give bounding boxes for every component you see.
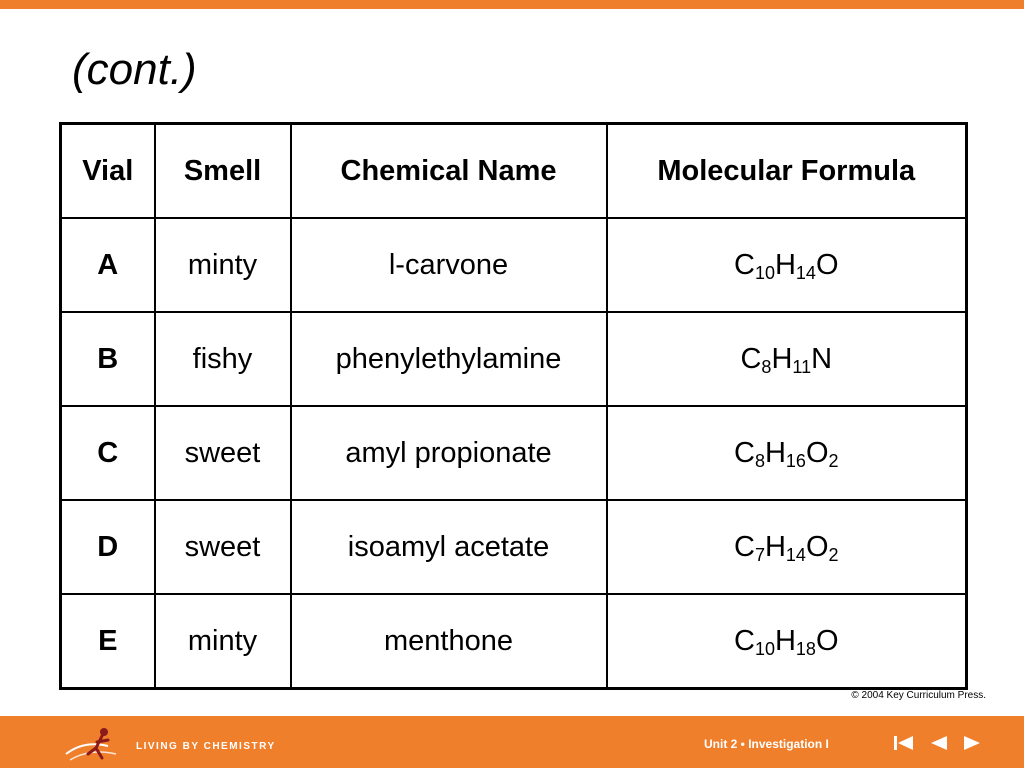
formula-cell: $C_{10}H_{18}O$ — [607, 594, 967, 689]
chemical-name-cell: l-carvone — [291, 218, 607, 312]
vial-cell: E — [61, 594, 155, 689]
smell-cell: sweet — [155, 500, 291, 594]
formula-subscript: 11 — [792, 356, 812, 377]
formula-subscript: 16 — [785, 450, 806, 471]
formula-cell: $C_8H_{11}N$ — [607, 312, 967, 406]
smell-cell: sweet — [155, 406, 291, 500]
vial-cell: A — [61, 218, 155, 312]
formula-subscript: 8 — [754, 450, 765, 471]
formula-subscript: 10 — [754, 262, 775, 283]
smell-cell: fishy — [155, 312, 291, 406]
smell-cell: minty — [155, 594, 291, 689]
chemical-name-cell: amyl propionate — [291, 406, 607, 500]
previous-slide-button[interactable] — [928, 735, 950, 751]
formula-subscript: 10 — [754, 638, 775, 659]
living-by-chemistry-logo-icon — [64, 724, 124, 764]
header-vial: Vial — [61, 124, 155, 219]
formula-subscript: 14 — [785, 544, 806, 565]
formula-subscript: 7 — [754, 544, 765, 565]
top-accent-bar — [0, 0, 1024, 9]
header-molecular-formula: Molecular Formula — [607, 124, 967, 219]
table-row — [61, 594, 967, 689]
formula-cell: $C_7H_{14}O_2$ — [607, 500, 967, 594]
formula-cell: $C_{10}H_{14}O$ — [607, 218, 967, 312]
formula-subscript: 2 — [828, 544, 839, 565]
chemical-name-cell: menthone — [291, 594, 607, 689]
vial-cell: D — [61, 500, 155, 594]
copyright-notice: © 2004 Key Curriculum Press. — [851, 690, 986, 701]
first-slide-icon — [893, 735, 915, 751]
header-smell: Smell — [155, 124, 291, 219]
first-slide-button[interactable] — [893, 735, 915, 751]
vial-cell: B — [61, 312, 155, 406]
brand-name: LIVING BY CHEMISTRY — [136, 741, 276, 752]
chemical-table — [59, 122, 968, 690]
table-row — [61, 406, 967, 500]
chemical-name-cell: phenylethylamine — [291, 312, 607, 406]
vial-cell: C — [61, 406, 155, 500]
next-slide-icon — [961, 735, 983, 751]
table-row — [61, 312, 967, 406]
formula-cell: $C_8H_{16}O_2$ — [607, 406, 967, 500]
slide-title: (cont.) — [72, 45, 197, 94]
formula-subscript: 14 — [795, 262, 816, 283]
formula-subscript: 8 — [761, 356, 772, 377]
smell-cell: minty — [155, 218, 291, 312]
table-row — [61, 218, 967, 312]
table-row — [61, 500, 967, 594]
formula-subscript: 18 — [795, 638, 816, 659]
footer-bar — [0, 716, 1024, 768]
next-slide-button[interactable] — [961, 735, 983, 751]
table-header-row — [61, 124, 967, 219]
chemical-name-cell: isoamyl acetate — [291, 500, 607, 594]
formula-subscript: 2 — [828, 450, 839, 471]
unit-label: Unit 2 • Investigation I — [704, 737, 829, 751]
previous-slide-icon — [928, 735, 950, 751]
header-chemical-name: Chemical Name — [291, 124, 607, 219]
